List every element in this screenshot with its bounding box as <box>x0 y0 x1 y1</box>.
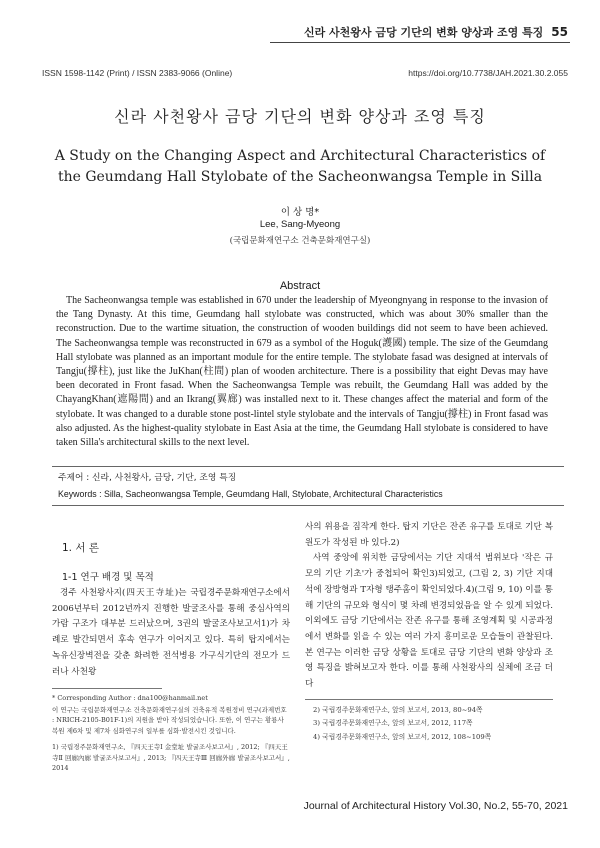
section-heading: 1. 서 론 <box>62 542 99 554</box>
footnote-2: 2) 국립경주문화재연구소, 앞의 보고서, 2013, 80~94쪽 <box>313 705 483 714</box>
right-column <box>305 520 553 744</box>
header-rule <box>270 42 570 43</box>
footnote-4: 4) 국립경주문화재연구소, 앞의 보고서, 2012, 108~109쪽 <box>313 732 492 741</box>
footnote-rule-right <box>305 699 553 700</box>
subsection-heading: 1-1 연구 배경 및 목적 <box>62 572 154 583</box>
author-affiliation: (국립문화재연구소 건축문화재연구실) <box>229 236 371 246</box>
footnotes-left <box>52 693 290 774</box>
keywords-english: Keywords : Silla, Sacheonwangsa Temple, Geumdang Hall, Stylobate, Architectural Characteristics <box>58 489 443 499</box>
abstract-heading: Abstract <box>279 280 321 292</box>
title-korean: 신라 사천왕사 금당 기단의 변화 양상과 조영 특징 <box>114 107 486 126</box>
page-number: 55 <box>551 25 568 39</box>
intro-paragraph-right-1: 사의 위용을 짐작게 한다. 탑지 기단은 잔존 유구를 토대로 기단 복원도가 작성된 바 있다.2) <box>305 522 553 548</box>
abstract-text: The Sacheonwangsa temple was established in 670 under the leadership of Myeongnyang in response to the invasion of the Tang Dynasty. At this time, Geumdang hall stylobate was constructed, which was about 30% smaller than the reconstruction. Due to the wartime situation, the construction of wooden buildings did not seem to have been achieved. The Sacheonwangsa temple was reconstructed in 679 as a symbol of the Hoguk(護國) temple. The size of the Geumdang Hall stylobate was planned as an important module for the entire temple. The stylobate fasad was designed at intervals of Tangju(撐柱), just like the JuKhan(柱間) plan of wooden architecture. There is a possibility that eight Devas may have been decorated in Front fasad. When the Sacheonwangsa Temple was rebuilt, the Geumdang Hall was added by the ChayangKhan(遮陽間) and an Ikrang(翼廊) was installed next to it. These changes affect the material and form of the stylobate. It was changed to a durable stone post-lintel style stylobate and the intervals of Tangju(撐柱) in Front fasad was also adjusted. As the highest-quality stylobate in East Asia at the time, the Geumdang Hall stylobate is considered to have taken Silla's architectural skills to the next level. <box>56 295 548 449</box>
keywords-korean: 주제어 : 신라, 사천왕사, 금당, 기단, 조영 특징 <box>58 473 237 483</box>
keywords-box <box>52 466 564 506</box>
footnote-3: 3) 국립경주문화재연구소, 앞의 보고서, 2012, 117쪽 <box>313 719 473 728</box>
journal-footer: Journal of Architectural History Vol.30, No.2, 55-70, 2021 <box>303 800 568 812</box>
running-header <box>304 24 568 40</box>
title-english: A Study on the Changing Aspect and Architectural Characteristics of the Geumdang Hall Stylobate of the Sacheonwangsa Temple in Silla <box>54 148 546 185</box>
author-name-english: Lee, Sang-Myeong <box>259 219 341 230</box>
author-name-korean: 이 상 명* <box>280 207 320 218</box>
funding-note: 이 연구는 국립문화재연구소 건축문화재연구실의 건축유적 복원정비 연구(과제번호 : NRICH-2105-B01F-1)의 지원을 받아 작성되었습니다. 또한, 이 연구는 황룡사 복원 제6차 및 제7차 심화연구의 일부를 심화·발전시킨 것입니다. <box>52 705 287 735</box>
footnote-1: 1) 국립경주문화재연구소, 『四天王寺Ⅰ 金堂址 발굴조사보고서』, 2012; 『四天王寺Ⅱ 回廊內廊 발굴조사보고서』, 2013; 『四天王寺Ⅲ 回廊外廊 발굴조사보고서』, 2014 <box>52 743 290 773</box>
doi-link[interactable]: https://doi.org/10.7738/JAH.2021.30.2.055 <box>408 68 568 78</box>
intro-paragraph-right-2: 사역 중앙에 위치한 금당에서는 기단 지대석 범위보다 '작은 규모의 기단 기초'가 중첩되어 확인3)되었고, (그림 2, 3) 기단 지대석에 장방형과 T자형 탱주홈이 확인되었다.4)(그림 9, 10) 이를 통해 기단의 규모와 형식이 몇 차례 변경되었음을 알 수 있게 되었다. 이외에도 금당 기단에서는 잔존 유구를 통해 조영계획 및 시공과정에서 변화를 읽을 수 있는 여러 가지 흥미로운 모습들이 관찰된다. 본 연구는 이러한 금당 상황을 토대로 금당 기단의 변화 양상과 조영 특징을 밝혀보고자 한다. 이를 통해 사천왕사의 실체에 조금 더 다 <box>305 553 553 690</box>
left-column <box>52 540 290 775</box>
issn-line: ISSN 1598-1142 (Print) / ISSN 2383-9066 (Online) <box>42 68 233 78</box>
corresponding-author-note: * Corresponding Author : dna100@hanmail.net <box>52 694 208 703</box>
running-title: 신라 사천왕사 금당 기단의 변화 양상과 조영 특징 <box>303 26 544 39</box>
intro-paragraph-left: 경주 사천왕사지(四天王寺址)는 국립경주문화재연구소에서 2006년부터 2012년까지 진행한 발굴조사를 통해 중심사역의 가람 구조가 대부분 드러났으며, 3권의 발굴조사보고서1)가 차례로 발간되면서 후속 연구가 이어지고 있다. 특히 탑지에서는 녹유신장벽전을 갖춘 화려한 전석병용 가구식기단의 전모가 드러나 사천왕 <box>52 588 290 677</box>
footnote-rule <box>52 688 162 689</box>
